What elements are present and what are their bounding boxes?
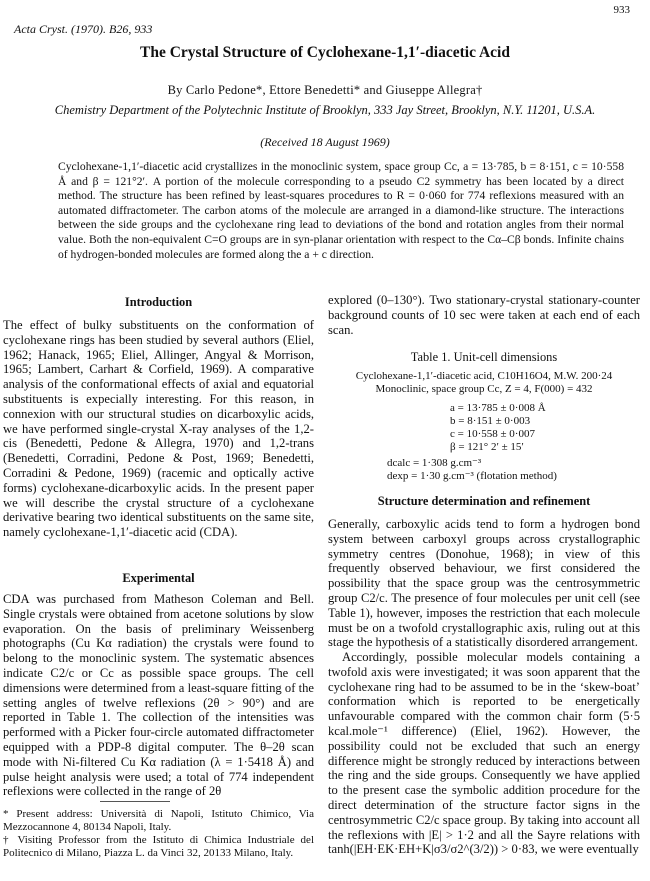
cell-c: c = 10·558 ± 0·007	[450, 428, 535, 440]
introduction-text: The effect of bulky substituents on the conformation of cyclohexane rings has been studied by several authors (Eliel, 1962; Hanack, 1965; Eliel, Allinger, Angyal & Morrison, 1965; Lambert, Carhart & Corfield, 1969). A comparative analysis of the conformational effects of axial and equatorial substituents is expecially interesting. For this reason, in connexion with our structural studies on dicarboxylic acids, we have performed single-crystal X-ray analyses of the 1,2-cis (Benedetti, Pedone & Allegra, 1970) and 1,2-trans (Benedetti, Corradini, Pedone & Post, 1969; Benedetti, Corradini & Pedone, 1969) (racemic and optically active forms) cyclohexane-dicarboxylic acids. In the present paper we will describe the crystal structure of a cyclohexane derivative bearing two identical substituents on the same site, namely cyclohexane-1,1′-diacetic acid (CDA).	[3, 318, 314, 540]
footnote-present-address: * Present address: Università di Napoli, Istituto Chimico, Via Mezzocannone 4, 80134 Napoli, Italy.	[3, 808, 314, 833]
experimental-text: CDA was purchased from Matheson Coleman and Bell. Single crystals were obtained from acetone solutions by slow evaporation. On the basis of preliminary Weissenberg photographs (Cu Kα radiation) the crystals were found to belong to the monoclinic system. The systematic absences indicate C2/c or Cc as possible space groups. The cell dimensions were determined from a least-square fitting of the setting angles of twelve reflexions (2θ > 90°) and are reported in Table 1. The collection of the intensities was performed with a Picker four-circle automated diffractometer equipped with a PDP-8 digital computer. The θ–2θ scan mode with Ni-filtered Cu Kα radiation (λ = 1·5418 Å) and pulse height analysis were used; a total of 774 independent reflexions were collected in the range of 2θ	[3, 592, 314, 799]
authors: By Carlo Pedone*, Ettore Benedetti* and Giuseppe Allegra†	[167, 83, 483, 97]
abstract: Cyclohexane-1,1′-diacetic acid crystallizes in the monoclinic system, space group Cc, a = 13·785, b = 8·151, c = 10·558 Å and β = 121°2′. A portion of the molecule corresponding to a pseudo C2 symmetry has been located by a direct method. The structure has been refined by least-squares procedures to R = 0·060 for 774 reflexions measured with an automated diffractometer. The carbon atoms of the molecule are arranged in a diamond-like structure. The interactions between the side groups and the cyclohexane ring lead to deviations of the bond and rotation angles from their normal value. Both the non-equivalent C=O groups are in syn-planar orientation with respect to the Cα–Cβ bonds. Infinite chains of hydrogen-bonded molecules are formed along the a + c direction.	[58, 160, 624, 261]
table-compound-line: Cyclohexane-1,1′-diacetic acid, C10H16O4, M.W. 200·24	[355, 370, 613, 382]
density-exp: dexp = 1·30 g.cm⁻³ (flotation method)	[387, 470, 557, 482]
footnote-visiting-professor: † Visiting Professor from the Istituto di Chimica Industriale del Politecnico di Milano, Piazza L. da Vinci 32, 20133 Milano, Italy.	[3, 834, 314, 859]
experimental-continued: explored (0–130°). Two stationary-crystal stationary-counter background counts of 10 sec were taken at each end of each scan.	[328, 293, 640, 337]
cell-a: a = 13·785 ± 0·008 Å	[450, 402, 546, 414]
article-title: The Crystal Structure of Cyclohexane-1,1′-diacetic Acid	[140, 44, 510, 61]
journal-citation: Acta Cryst. (1970). B26, 933	[14, 22, 153, 36]
page-number: 933	[613, 4, 630, 16]
experimental-heading: Experimental	[122, 571, 195, 585]
table-title: Table 1. Unit-cell dimensions	[410, 350, 558, 364]
table-spacegroup-line: Monoclinic, space group Cc, Z = 4, F(000) = 432	[375, 383, 593, 395]
introduction-heading: Introduction	[124, 295, 193, 309]
affiliation: Chemistry Department of the Polytechnic Institute of Brooklyn, 333 Jay Street, Brooklyn, N.Y. 11201, U.S.A.	[54, 103, 596, 117]
footnote-rule	[100, 801, 170, 802]
received-date: (Received 18 August 1969)	[260, 135, 390, 149]
density-calc: dcalc = 1·308 g.cm⁻³	[387, 457, 482, 469]
structure-paragraph-2: Accordingly, possible molecular models containing a twofold axis were investigated; it was soon apparent that the cyclohexane ring had to be assumed to be in the ‘skew-boat’ conformation which is reported to be energetically unfavourable compared with the common chair form (5·5 kcal.mole⁻¹ difference) (Eliel, 1962). However, the possibility could not be excluded that such an energy difference might be strongly reduced by interactions between the ring and the side groups. Consequently we have applied to the present case the symbolic addition procedure for the direct determination of the structure factor signs in the centrosymmetric C2/c space group. By taking into account all the reflexions with |E| > 1·2 and all the Sayre relations with tanh(|EH·EK·EH+K|σ3/σ2^(3/2)) > 0·83, we were eventually	[328, 650, 640, 857]
structure-paragraph-1: Generally, carboxylic acids tend to form a hydrogen bond system between carboxyl groups across crystallographic symmetry centres (Donohue, 1968); in view of this frequently observed behaviour, we first considered the possibility that the space group was the centrosymmetric group C2/c. The presence of four molecules per unit cell (see Table 1), however, imposes the restriction that each molecule must be on a twofold crystallographic axis, ruling out at this stage the hypothesis of a statistically disordered arrangement.	[328, 517, 640, 650]
cell-beta: β = 121° 2′ ± 15′	[450, 441, 524, 453]
structure-heading: Structure determination and refinement	[377, 494, 591, 508]
cell-b: b = 8·151 ± 0·003	[450, 415, 531, 427]
